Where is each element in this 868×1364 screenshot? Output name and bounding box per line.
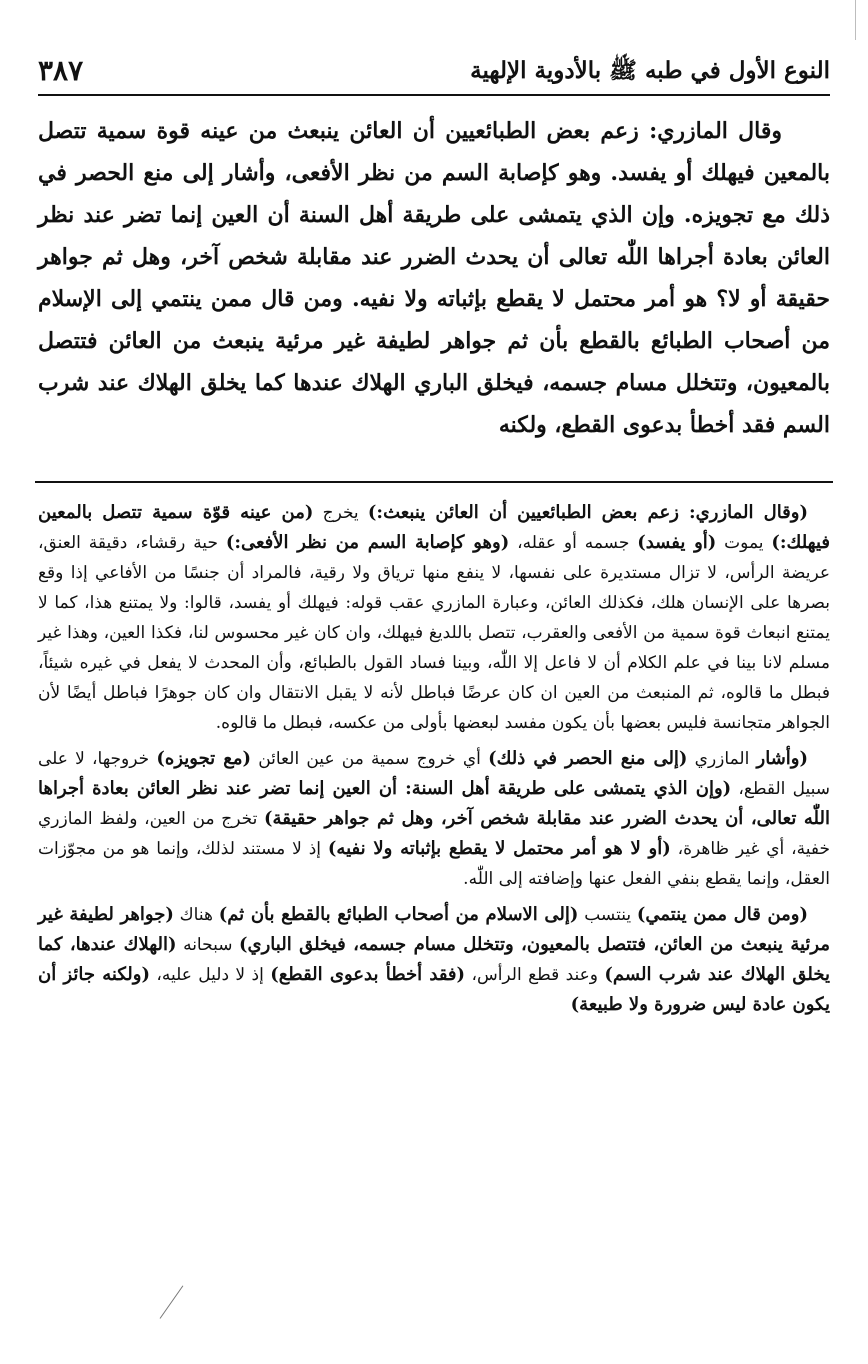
commentary-text: خروجها، لا على سبيل القطع، (38, 749, 831, 799)
quoted-matn-text: (الهلاك عندها، كما يخلق الهلاك عند شرب السم) (38, 934, 830, 985)
commentary-paragraph-3 (38, 900, 830, 1020)
commentary-paragraph-1 (38, 498, 830, 738)
quoted-matn-text: (جواهر لطيفة غير مرئية ينبعث من العائن، فتتصل بالمعيون، وتتخلل مسام جسمه، فيخلق الباري) (38, 904, 830, 955)
quoted-matn-text: (وقال المازري: زعم بعض الطبائعيين أن العائن ينبعث:) (367, 502, 808, 523)
commentary-paragraph-2 (38, 744, 830, 894)
commentary-text: إذ لا دليل عليه، (150, 965, 271, 985)
page-header (38, 54, 830, 96)
quoted-matn-text: (وإن الذي يتمشى على طريقة أهل السنة: أن العين إنما تضر عند نظر العائن بعادة أجراها اللّٰه تعالى، أن يحدث الضرر عند مقابلة شخص آخر، وهل ثم جواهر حقيقة) (38, 778, 830, 829)
scan-stray-mark (160, 1285, 184, 1318)
main-text-paragraph: وقال المازري: زعم بعض الطبائعيين أن العائن ينبعث من عينه قوة سمية تتصل بالمعين فيهلك أو يفسد. وهو كإصابة السم من نظر الأفعى، وأشار إلى منع الحصر في ذلك مع تجويزه. وإن الذي يتمشى على طريقة أهل السنة أن العين إنما تضر عند نظر العائن بعادة أجراها اللّٰه تعالى أن يحدث الضرر عند مقابلة شخص آخر، وهل ثم جواهر حقيقة أو لا؟ هو أمر محتمل لا يقطع بإثباته ولا نفيه. ومن قال ممن ينتمي إلى الإسلام من أصحاب الطبائع بالقطع بأن ثم جواهر لطيفة غير مرئية ينبعث من العائن فتتصل بالمعيون، وتتخلل مسام جسمه، فيخلق الباري الهلاك عندها كما يخلق الهلاك عند شرب السم فقد أخطأ بدعوى القطع، ولكنه (38, 118, 830, 438)
quoted-matn-text: (ولكنه جائز أن يكون عادة ليس ضرورة ولا طبيعة) (38, 964, 830, 1015)
commentary-text: ينتسب (578, 905, 637, 925)
running-title: النوع الأول في طبه ﷺ بالأدوية الإلهية (470, 57, 830, 84)
page-number: ٣٨٧ (38, 54, 84, 87)
commentary-text: هناك (173, 905, 219, 925)
commentary-text: حية رقشاء، دقيقة العنق، عريضة الرأس، لا تزال مستديرة على نفسها، لا ينفع منها ترياق ولا رقية، فالمراد أن جنسًا من الأفاعي إذا وقع بصرها على الإنسان هلك، فكذلك العائن، وعبارة المازري عقب قوله: فيهلك أو يفسد، قالوا: ولا يمتنع هذا، كما لا يمتنع انبعاث قوة سمية من الأفعى والعقرب، تتصل باللديغ فيهلك، وان كان غير محسوس لنا، فكذا العين، وهذا غير مسلم لانا بينا في علم الكلام أن لا فاعل إلا اللّٰه، وبينا فساد القول بالطبائع، وأن المحدث لا يفعل في غيره شيئاً، فبطل ما قالوه، ثم المنبعث من العين ان كان عرضًا فباطل لأنه لا يقبل الانتقال وان كان جوهرًا فباطل أيضًا لأن الجواهر متجانسة فليس بعضها بأن يكون مفسد لبعضها بأولى من عكسه، فبطل ما قالوه. (38, 533, 830, 733)
commentary-block (38, 498, 830, 1026)
quoted-matn-text: (إلى الاسلام من أصحاب الطبائع بالقطع بأن ثم) (218, 904, 579, 925)
quoted-matn-text: (أو يفسد) (637, 532, 717, 553)
commentary-text: سبحانه (176, 935, 239, 955)
quoted-matn-text: (أو لا هو أمر محتمل لا يقطع بإثباته ولا نفيه) (327, 838, 671, 859)
quoted-matn-text: (وهو كإصابة السم من نظر الأفعى:) (225, 532, 510, 553)
quoted-matn-text: (فقد أخطأ بدعوى القطع) (270, 964, 466, 985)
quoted-matn-text: (من عينه قوّة سمية تتصل بالمعين فيهلك:) (38, 502, 830, 553)
footnote-separator (35, 481, 833, 483)
quoted-matn-text: (ومن قال ممن ينتمي) (636, 904, 808, 925)
commentary-text: وعند قطع الرأس، (465, 965, 605, 985)
commentary-text: إذ لا مستند لذلك، وإنما هو من مجوّزات العقل، وإنما يقطع بنفي الفعل عنها وإضافته إلى اللّٰه. (38, 839, 830, 889)
quoted-matn-text: (وأشار (756, 748, 808, 769)
commentary-text: أي خروج سمية من عين العائن (251, 749, 489, 769)
commentary-text: يخرج (313, 503, 368, 523)
commentary-text: يموت (716, 533, 772, 553)
commentary-text: جسمه أو عقله، (509, 533, 638, 553)
main-text-block (38, 110, 830, 446)
commentary-text: تخرج من العين، ولفظ المازري خفية، أي غير ظاهرة، (38, 809, 830, 859)
scan-edge-mark (855, 0, 856, 40)
quoted-matn-text: (إلى منع الحصر في ذلك) (488, 748, 688, 769)
quoted-matn-text: (مع تجويزه) (156, 748, 251, 769)
commentary-text: المازري (687, 749, 757, 769)
